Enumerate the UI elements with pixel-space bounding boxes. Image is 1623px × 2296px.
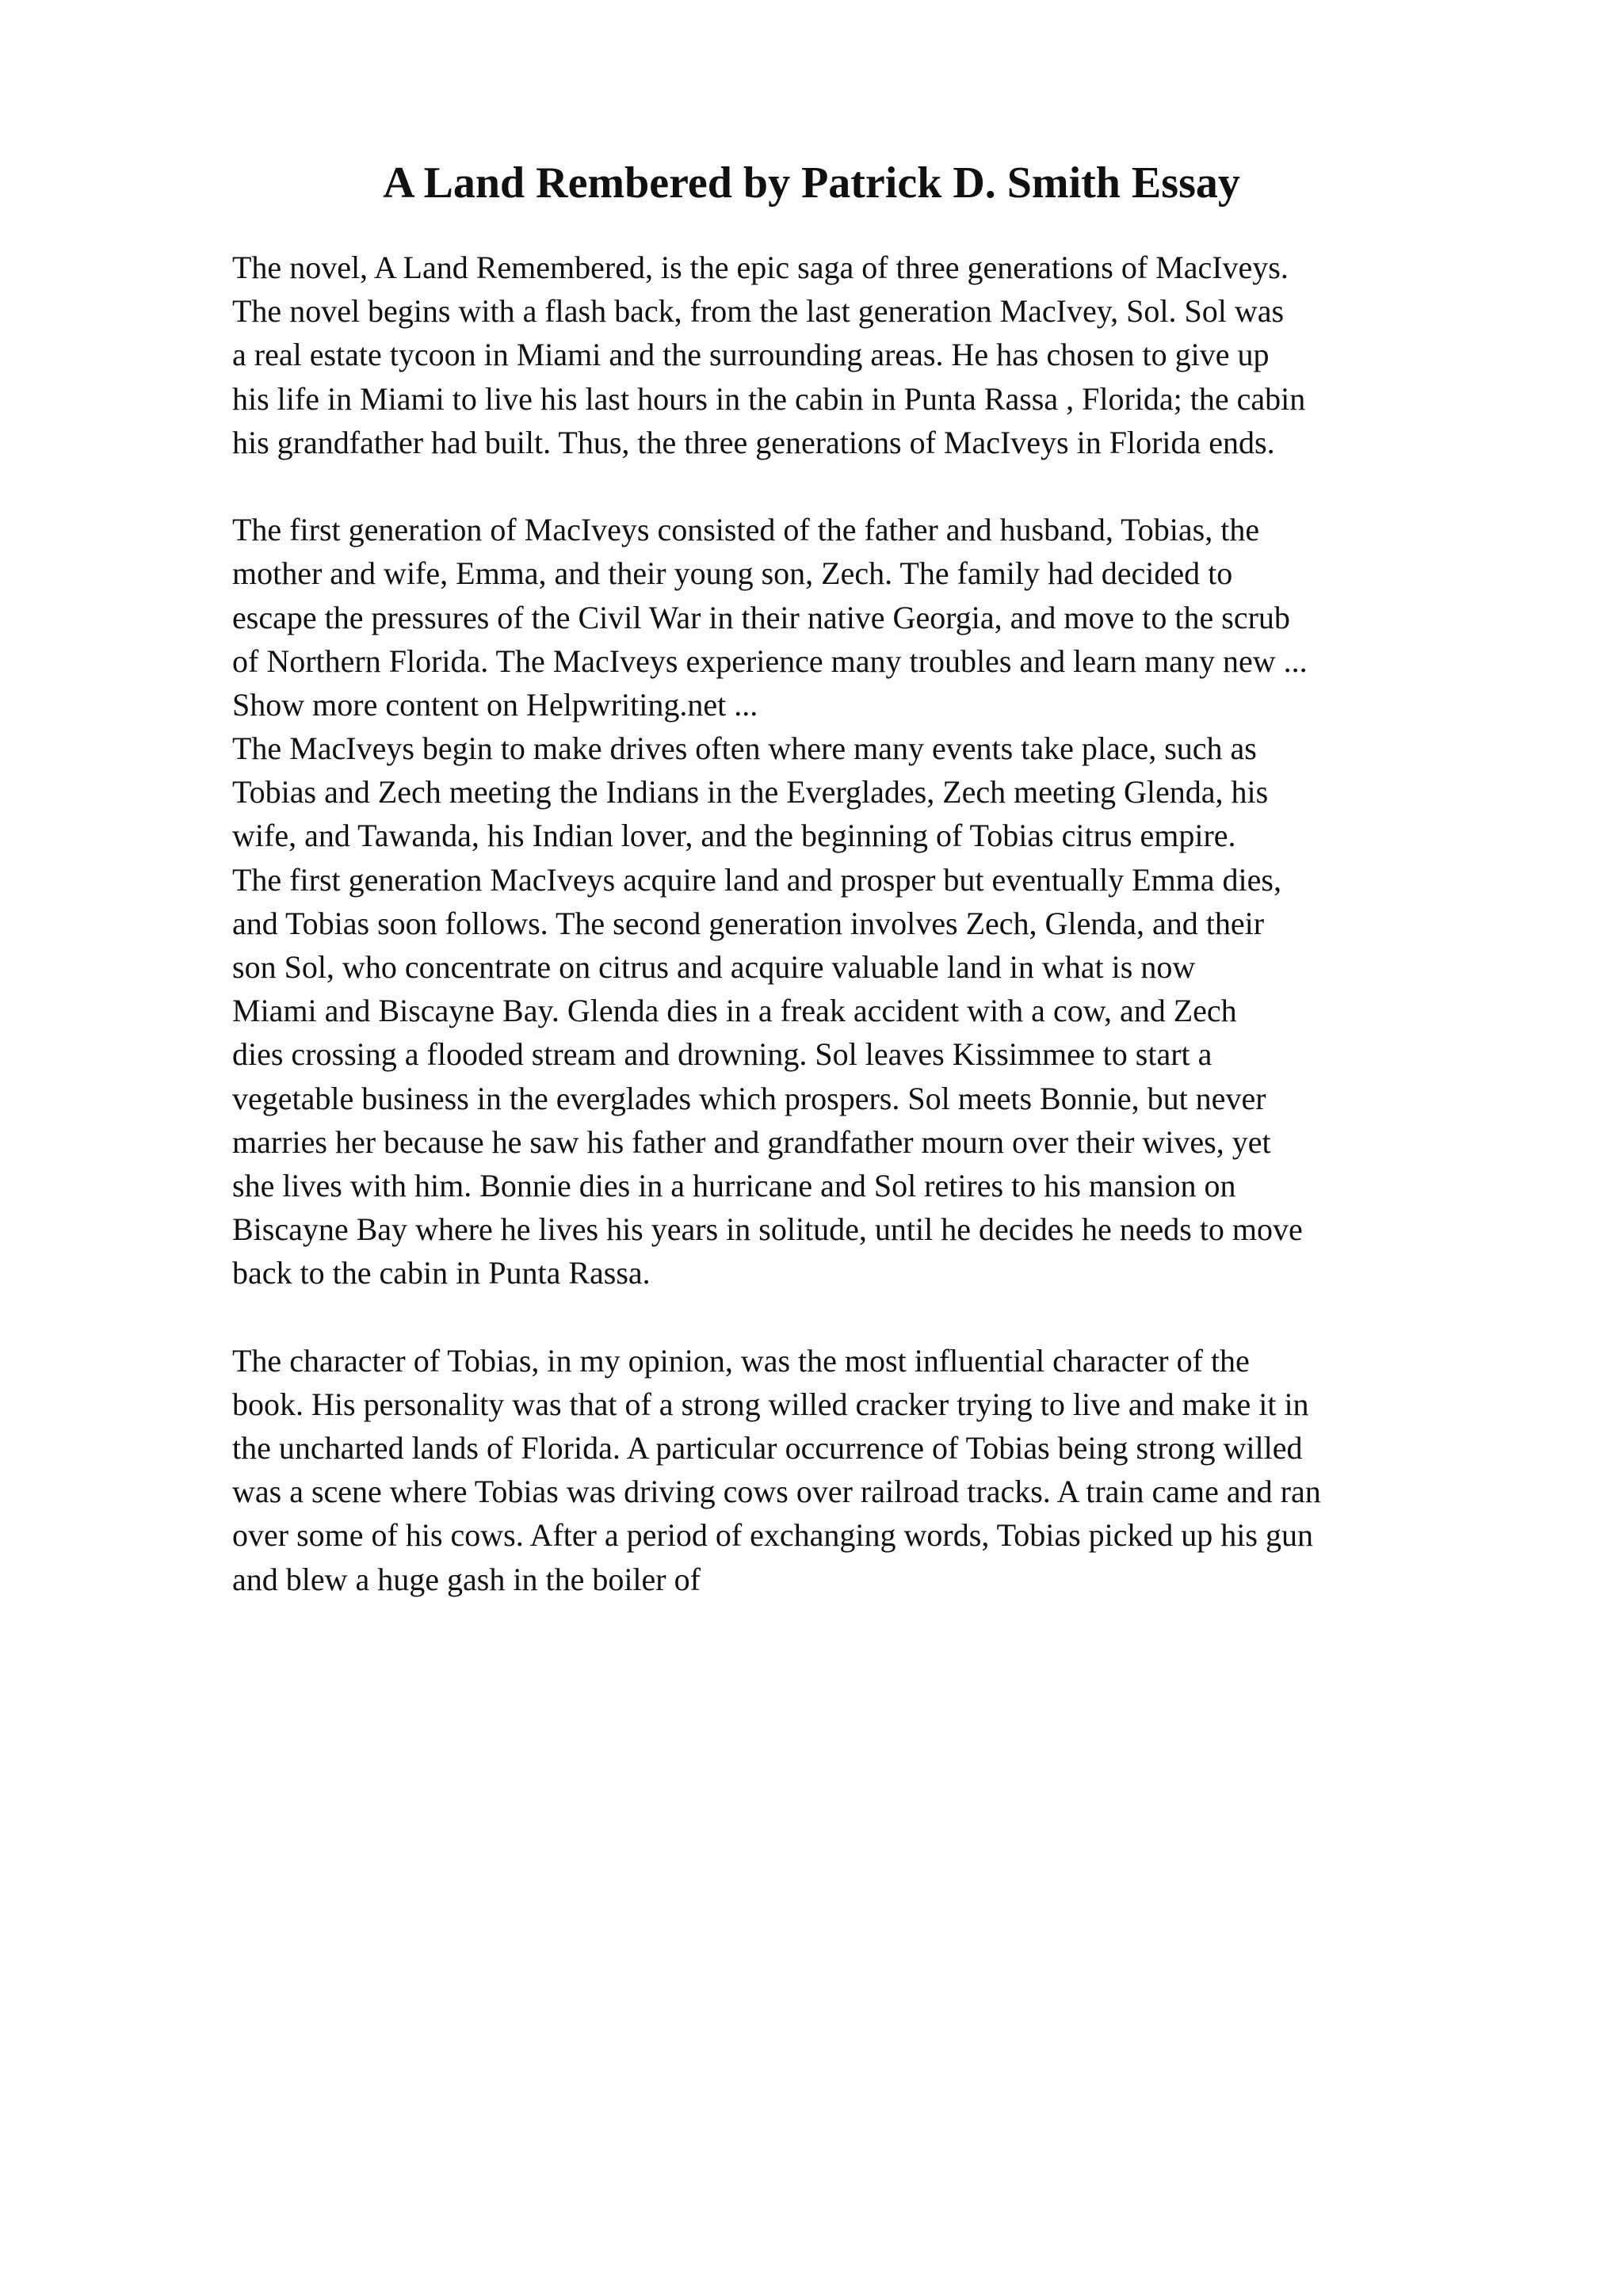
text-line: his life in Miami to live his last hours in the cabin in Punta Rassa , Florida; the cabin: [232, 380, 1306, 417]
text-line: escape the pressures of the Civil War in their native Georgia, and move to the scrub: [232, 599, 1290, 635]
paragraph: [232, 1339, 1595, 1601]
text-line: marries her because he saw his father and grandfather mourn over their wives, yet: [232, 1123, 1271, 1160]
text-line: back to the cabin in Punta Rassa.: [232, 1255, 651, 1291]
text-line: Biscayne Bay where he lives his years in solitude, until he decides he needs to move: [232, 1211, 1303, 1248]
paragraph-gap: [232, 1295, 1595, 1339]
text-line: and Tobias soon follows. The second generation involves Zech, Glenda, and their: [232, 905, 1265, 941]
text-line: wife, and Tawanda, his Indian lover, and the beginning of Tobias citrus empire.: [232, 818, 1236, 854]
text-line: Show more content on Helpwriting.net ...: [232, 686, 758, 723]
essay-title: A Land Rembered by Patrick D. Smith Essay: [383, 158, 1240, 208]
text-line: The novel begins with a flash back, from the last generation MacIvey, Sol. Sol was: [232, 293, 1285, 330]
text-line: The MacIveys begin to make drives often where many events take place, such as: [232, 730, 1257, 767]
text-line: and blew a huge gash in the boiler of: [232, 1561, 701, 1597]
text-line: of Northern Florida. The MacIveys experience many troubles and learn many new ...: [232, 643, 1308, 679]
paragraph: [232, 246, 1595, 464]
text-line: book. His personality was that of a strong willed cracker trying to live and make it in: [232, 1386, 1309, 1422]
text-line: son Sol, who concentrate on citrus and acquire valuable land in what is now: [232, 949, 1196, 985]
text-line: she lives with him. Bonnie dies in a hurricane and Sol retires to his mansion on: [232, 1167, 1236, 1203]
text-line: The character of Tobias, in my opinion, was the most influential character of the: [232, 1342, 1250, 1379]
text-line: The first generation of MacIveys consisted of the father and husband, Tobias, the: [232, 512, 1260, 548]
text-line: was a scene where Tobias was driving cows over railroad tracks. A train came and ran: [232, 1474, 1321, 1510]
text-line: his grandfather had built. Thus, the three generations of MacIveys in Florida ends.: [232, 424, 1275, 460]
paragraph-gap: [232, 464, 1595, 508]
text-line: The first generation MacIveys acquire land and prosper but eventually Emma dies,: [232, 861, 1281, 898]
essay-body: [232, 246, 1595, 1601]
text-line: The novel, A Land Remembered, is the epic saga of three generations of MacIveys.: [232, 250, 1289, 285]
text-line: a real estate tycoon in Miami and the surrounding areas. He has chosen to give up: [232, 337, 1270, 373]
text-line: the uncharted lands of Florida. A particular occurrence of Tobias being strong willed: [232, 1430, 1303, 1466]
text-line: dies crossing a flooded stream and drowning. Sol leaves Kissimmee to start a: [232, 1036, 1212, 1073]
text-line: mother and wife, Emma, and their young son, Zech. The family had decided to: [232, 555, 1233, 592]
text-line: Miami and Biscayne Bay. Glenda dies in a freak accident with a cow, and Zech: [232, 993, 1237, 1029]
text-line: Tobias and Zech meeting the Indians in the Everglades, Zech meeting Glenda, his: [232, 774, 1269, 810]
text-line: over some of his cows. After a period of exchanging words, Tobias picked up his gun: [232, 1517, 1313, 1554]
paragraph: [232, 508, 1595, 1295]
text-line: vegetable business in the everglades which prospers. Sol meets Bonnie, but never: [232, 1080, 1266, 1116]
